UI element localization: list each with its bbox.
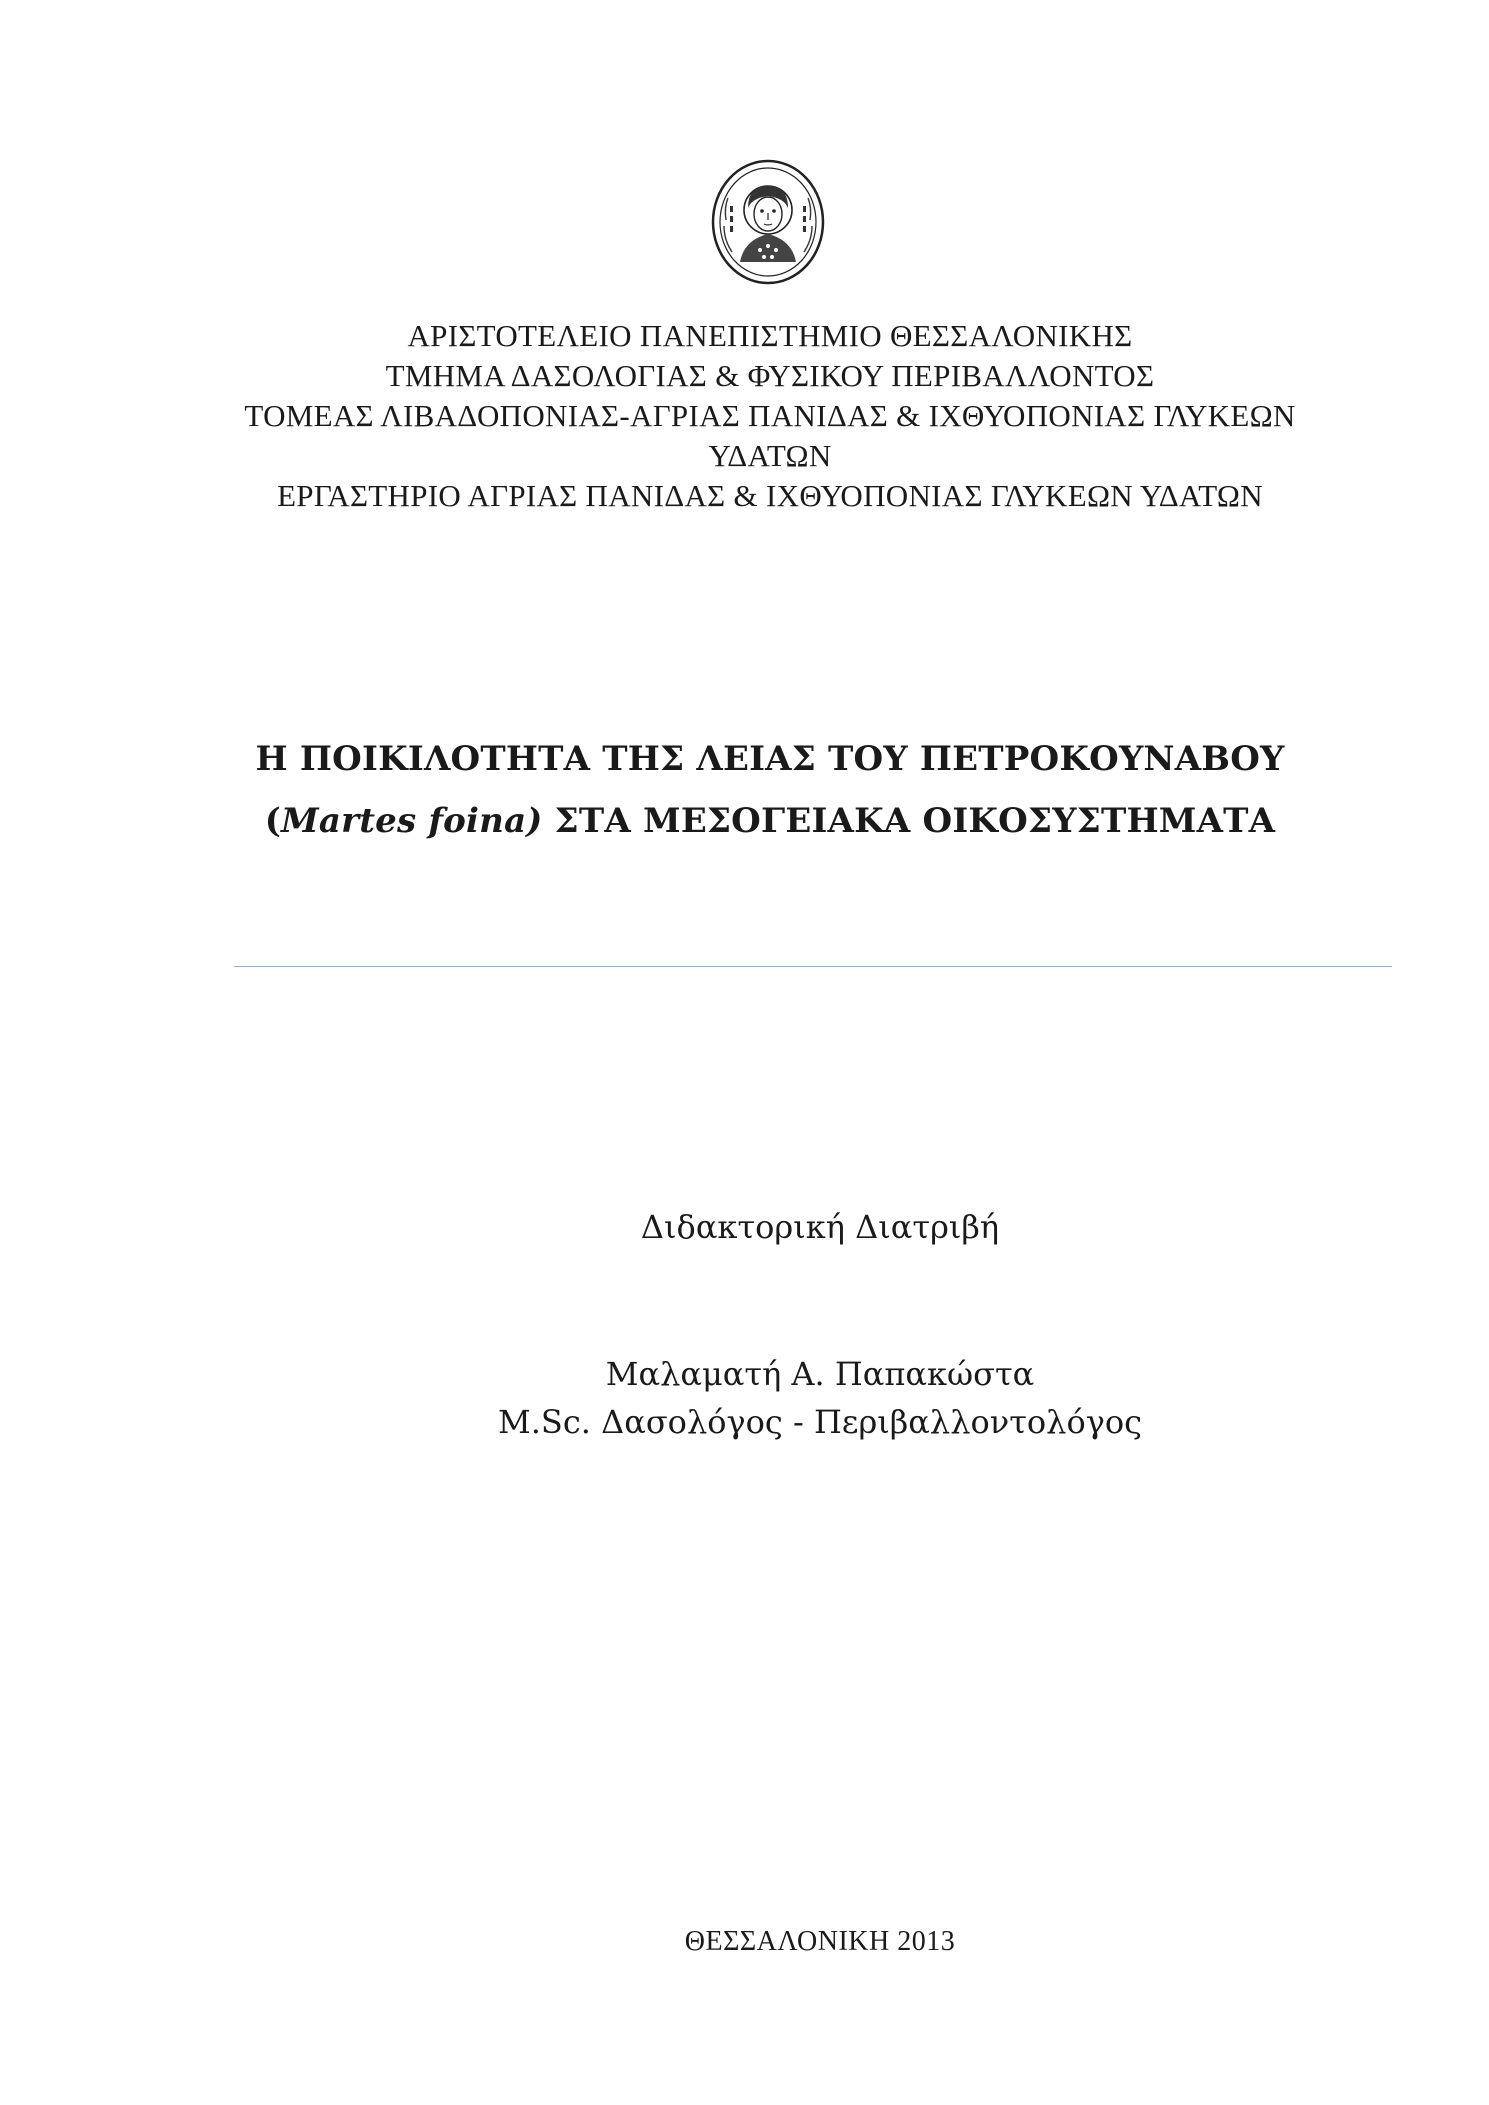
- document-type: Διδακτορική Διατριβή: [640, 1208, 1000, 1246]
- thesis-title-line-1: Η ΠΟΙΚΙΛΟΤΗΤΑ ΤΗΣ ΛΕΙΑΣ ΤΟΥ ΠΕΤΡΟΚΟΥΝΑΒΟΥ: [255, 739, 1285, 779]
- university-seal-icon: [710, 158, 826, 286]
- thesis-title: [180, 728, 1360, 852]
- laboratory-name: ΕΡΓΑΣΤΗΡΙΟ ΑΓΡΙΑΣ ΠΑΝΙΔΑΣ & ΙΧΘΥΟΠΟΝΙΑΣ ΓΛΥΚΕΩΝ ΥΔΑΤΩΝ: [277, 478, 1263, 513]
- divider-line: [234, 966, 1392, 967]
- author-block: [180, 1350, 1460, 1446]
- thesis-title-line-2: [180, 790, 1360, 852]
- author-credentials: M.Sc. Δασολόγος - Περιβαλλοντολόγος: [497, 1403, 1143, 1441]
- author-name: Μαλαματή Α. Παπακώστα: [605, 1355, 1035, 1393]
- department-name: ΤΜΗΜΑ ΔΑΣΟΛΟΓΙΑΣ & ΦΥΣΙΚΟΥ ΠΕΡΙΒΑΛΛΟΝΤΟΣ: [385, 358, 1155, 393]
- university-name: ΑΡΙΣΤΟΤΕΛΕΙΟ ΠΑΝΕΠΙΣΤΗΜΙΟ ΘΕΣΣΑΛΟΝΙΚΗΣ: [407, 318, 1133, 353]
- sector-name-continued: ΥΔΑΤΩΝ: [708, 438, 832, 473]
- institution-block: [180, 316, 1360, 516]
- sector-name: ΤΟΜΕΑΣ ΛΙΒΑΔΟΠΟΝΙΑΣ-ΑΓΡΙΑΣ ΠΑΝΙΔΑΣ & ΙΧΘΥΟΠΟΝΙΑΣ ΓΛΥΚΕΩΝ: [244, 398, 1296, 433]
- thesis-title-line-2-rest: ΣΤΑ ΜΕΣΟΓΕΙΑΚΑ ΟΙΚΟΣΥΣΤΗΜΑΤΑ: [542, 801, 1276, 841]
- species-latin-name: Martes foina): [281, 801, 543, 841]
- place-and-year: ΘΕΣΣΑΛΟΝΙΚΗ 2013: [684, 1926, 956, 1957]
- open-parenthesis: (: [264, 801, 282, 841]
